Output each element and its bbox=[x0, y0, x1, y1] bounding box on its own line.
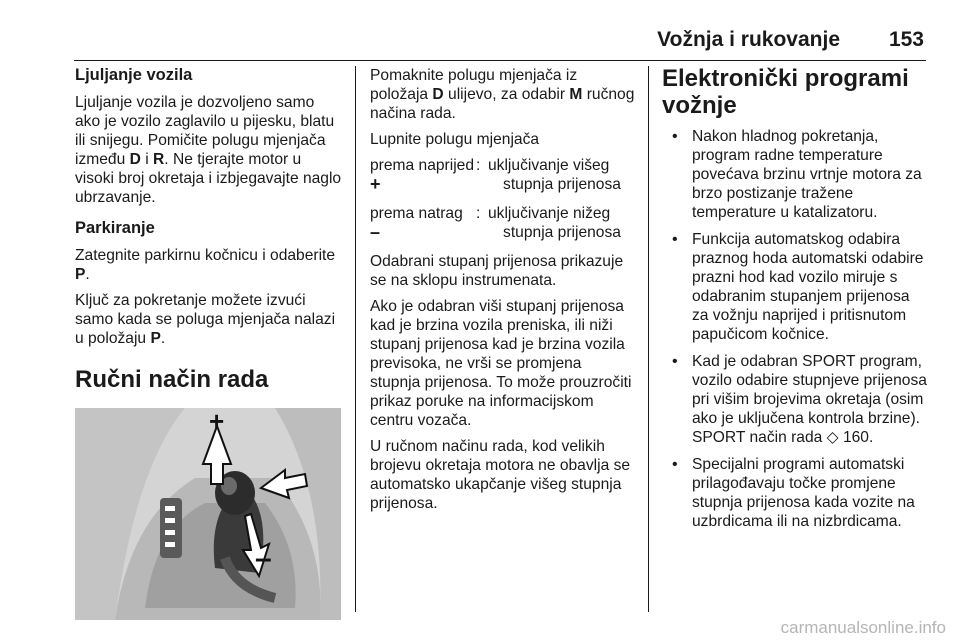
paragraph-no-shift: Ako je odabran viši stupanj prijenosa kad je brzina vozila preniska, ili niži stupanj prijenosa kad je brzina vozila previsoka, ne vrši se promjena stupnja prijenosa. To može prouzročiti prikaz poruke na informacijskom centru vozača. bbox=[370, 298, 632, 429]
plus-symbol: + bbox=[209, 408, 225, 436]
header-rule bbox=[74, 60, 926, 61]
paragraph-parking-2: Ključ za pokretanje možete izvući samo kada se poluga mjenjača nalazi u položaju P. bbox=[75, 292, 336, 347]
paragraph-rocking: Ljuljanje vozila je dozvoljeno samo ako je vozilo zaglavilo u pijesku, blatu ili snijegu. Pomičite polugu mjenjača između D i R. Ne tjerajte motor u visoki broj okretaja i izbjegavajte naglo ubrzavanje. bbox=[75, 94, 342, 206]
column-3 bbox=[662, 66, 928, 539]
page-header bbox=[74, 28, 926, 62]
heading-electronic-programs: Elektronički programi vožnje bbox=[662, 65, 909, 119]
list-item: • Kad je odabran SPORT program, vozilo odabire stupnjeve prijenosa pri višim brojevima okretaja (osim ako je uključena kontrola brzine). SPORT način rada ◇ 160. bbox=[662, 352, 928, 447]
definition-upshift bbox=[370, 156, 636, 195]
minus-symbol: – bbox=[255, 542, 272, 575]
def-term-backward: prema natrag bbox=[370, 205, 463, 222]
column-divider-1 bbox=[355, 66, 356, 612]
page-number: 153 bbox=[888, 28, 924, 51]
heading-rocking: Ljuljanje vozila bbox=[75, 66, 193, 84]
column-2 bbox=[370, 66, 636, 520]
paragraph-select-manual: Pomaknite polugu mjenjača iz položaja D ulijevo, za odabir M ručnog načina rada. bbox=[370, 67, 635, 122]
def-desc-upshift: uključivanje višeg stupnja prijenosa bbox=[488, 157, 621, 193]
def-desc-downshift: uključivanje nižeg stupnja prijenosa bbox=[488, 205, 621, 241]
heading-parking: Parkiranje bbox=[75, 219, 155, 237]
list-item: • Funkcija automatskog odabira praznog hoda automatski odabire prazni hod kad vozilo miruje s odabranim stupanjem prijenosa za vožnju naprijed i pritisnutom papučicom kočnice. bbox=[662, 230, 928, 344]
def-separator: : bbox=[476, 205, 481, 222]
paragraph-no-auto-upshift: U ručnom načinu rada, kod velikih brojevu okretaja motora ne obavlja se automatsko ukapčanje višeg stupnja prijenosa. bbox=[370, 438, 631, 512]
def-term-forward: prema naprijed bbox=[370, 157, 475, 174]
definition-downshift bbox=[370, 204, 636, 243]
paragraph-parking-1: Zategnite parkirnu kočnicu i odaberite P. bbox=[75, 247, 336, 283]
minus-icon: – bbox=[370, 222, 381, 242]
paragraph-display: Odabrani stupanj prijenosa prikazuje se na sklopu instrumenata. bbox=[370, 253, 624, 289]
list-item: • Nakon hladnog pokretanja, program radne temperature povećava brzinu vrtnje motora za brzo postizanje tražene temperature u katalizatoru. bbox=[662, 127, 928, 222]
paragraph-tap-lever: Lupnite polugu mjenjača bbox=[370, 131, 540, 148]
watermark: carmanualsonline.info bbox=[780, 618, 946, 637]
heading-manual-mode: Ručni način rada bbox=[75, 366, 269, 393]
column-1 bbox=[75, 66, 343, 620]
def-separator: : bbox=[476, 157, 481, 174]
gear-lever-illustration bbox=[75, 408, 341, 620]
list-item: • Specijalni programi automatski prilagođavaju točke promjene stupnja prijenosa kada vozite na uzbrdicama ili na nizbrdicama. bbox=[662, 455, 928, 531]
column-divider-2 bbox=[648, 66, 649, 612]
running-head: Vožnja i rukovanje bbox=[657, 28, 840, 51]
program-list bbox=[662, 127, 928, 531]
plus-icon: + bbox=[370, 174, 381, 194]
